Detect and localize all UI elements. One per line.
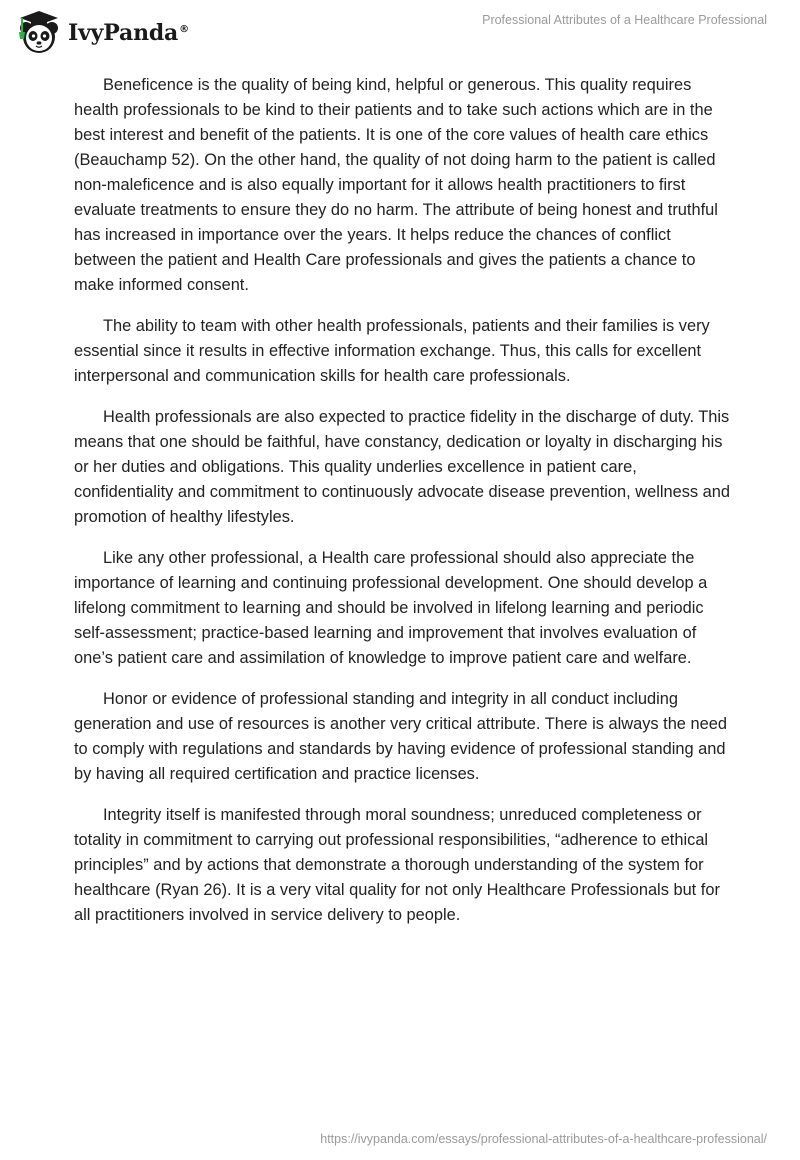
source-url[interactable]: https://ivypanda.com/essays/professional-attributes-of-a-healthcare-professional/ (320, 1132, 767, 1146)
ivypanda-logo[interactable] (14, 8, 189, 56)
paragraph-fidelity: Health professionals are also expected to practice fidelity in the discharge of duty. This means that one should be faithful, have constancy, dedication or loyalty in discharging his or her duties and obligations. This quality underlies excellence in patient care, confidentiality and commitment to continuously advocate disease prevention, wellness and promotion of healthy lifestyles. (74, 408, 731, 526)
paragraph-integrity: Integrity itself is manifested through moral soundness; unreduced completeness or totality in commitment to carrying out professional responsibilities, “adherence to ethical principles” and by actions that demonstrate a thorough understanding of the system for healthcare (Ryan 26). It is a very vital quality for not only Healthcare Professionals but for all practitioners involved in service delivery to people. (74, 806, 720, 924)
page-header (0, 0, 800, 64)
registered-mark: ® (179, 23, 189, 35)
logo-wordmark (68, 20, 189, 46)
panda-graduate-icon (14, 8, 64, 56)
paragraph-beneficence: Beneficence is the quality of being kind, helpful or generous. This quality requires health professionals to be kind to their patients and to take such actions which are in the best interest and benefit of the patients. It is one of the core values of health care ethics (Beauchamp 52). On the other hand, the quality of not doing harm to the patient is called non-maleficence and is also equally important for it allows health practitioners to first evaluate treatments to ensure they do no harm. The attribute of being honest and truthful has increased in importance over the years. It helps reduce the chances of conflict between the patient and Health Care professionals and gives the patients a chance to make informed consent. (74, 76, 718, 294)
paragraph-honor: Honor or evidence of professional standing and integrity in all conduct including generation and use of resources is another very critical attribute. There is always the need to comply with regulations and standards by having evidence of professional standing and by having all required certification and practice licenses. (74, 690, 727, 783)
paragraph-teamwork: The ability to team with other health professionals, patients and their families is very essential since it results in effective information exchange. Thus, this calls for excellent interpersonal and communication skills for health care professionals. (74, 317, 710, 385)
logo-text: IvyPanda (68, 20, 179, 46)
essay-body (74, 73, 734, 944)
paragraph-learning: Like any other professional, a Health care professional should also appreciate the importance of learning and continuing professional development. One should develop a lifelong commitment to learning and should be involved in lifelong learning and periodic self-assessment; practice-based learning and improvement that involves evaluation of one’s patient care and assimilation of knowledge to improve patient care and welfare. (74, 549, 708, 667)
document-title: Professional Attributes of a Healthcare Professional (482, 13, 767, 27)
